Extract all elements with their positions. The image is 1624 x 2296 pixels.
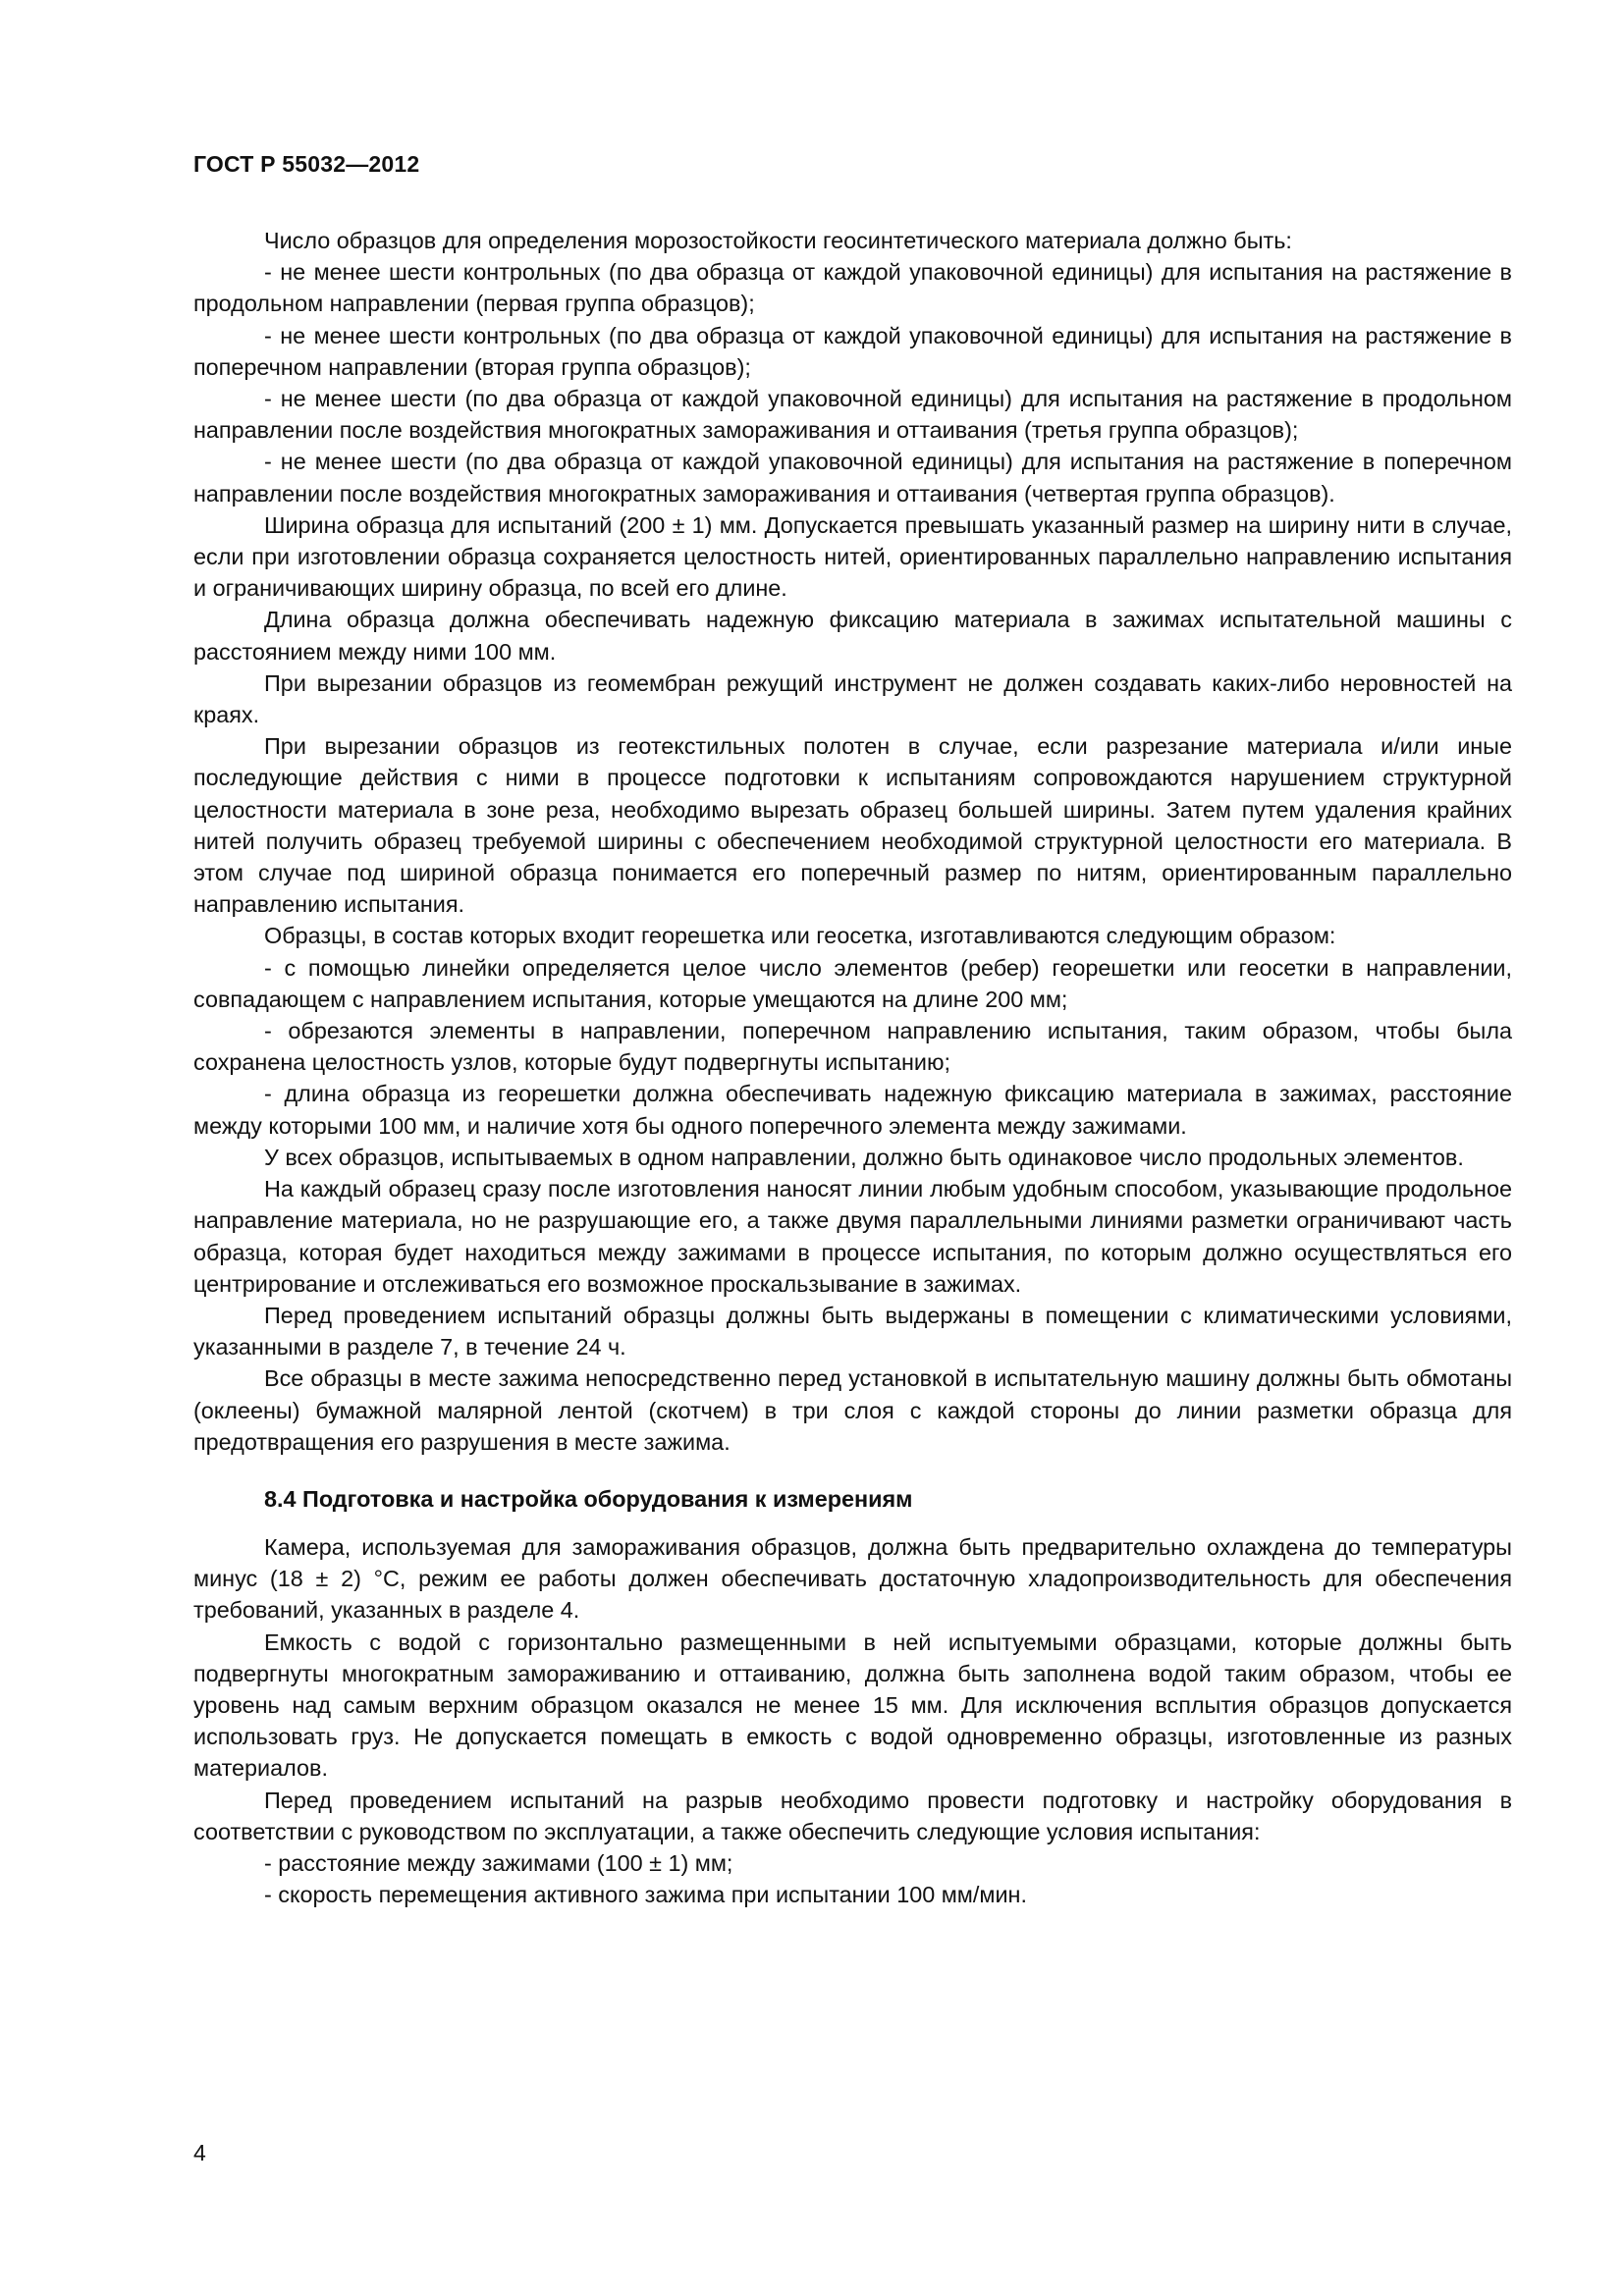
section-heading: 8.4 Подготовка и настройка оборудования к измерениям (264, 1485, 913, 1512)
paragraph: Число образцов для определения морозостойкости геосинтетического материала должно быть: (264, 228, 1292, 253)
paragraph: При вырезании образцов из геотекстильных полотен в случае, если разрезание материала и/или иные последующие действия с ними в процессе подготовки к испытаниям сопровождаются нарушением структурной целостности материала в зоне реза, необходимо вырезать образец большей ширины. Затем путем удаления крайних нитей получить образец требуемой ширины с обеспечением необходимой структурной целостности его материала. В этом случае под шириной образца понимается его поперечный размер по нитям, ориентированным параллельно направлению испытания. (193, 733, 1512, 918)
list-item: - скорость перемещения активного зажима при испытании 100 мм/мин. (264, 1882, 1027, 1908)
paragraph: Все образцы в месте зажима непосредственно перед установкой в испытательную машину должны быть обмотаны (оклеены) бумажной малярной лентой (скотчем) в три слоя с каждой стороны до линии разметки образца для предотвращения его разрушения в месте зажима. (193, 1365, 1512, 1455)
list-item: - не менее шести контрольных (по два образца от каждой упаковочной единицы) для испытания на растяжение в поперечном направлении (вторая группа образцов); (193, 322, 1512, 380)
list-item: - обрезаются элементы в направлении, поперечном направлению испытания, таким образом, чтобы была сохранена целостность узлов, которые будут подвергнуты испытанию; (193, 1018, 1512, 1076)
paragraph: Перед проведением испытаний образцы должны быть выдержаны в помещении с климатическими условиями, указанными в разделе 7, в течение 24 ч. (193, 1302, 1512, 1361)
paragraph: Емкость с водой с горизонтально размещенными в ней испытуемыми образцами, которые должны быть подвергнуты многократным замораживанию и оттаиванию, должна быть заполнена водой таким образом, чтобы ее уровень над самым верхним образцом оказался не менее 15 мм. Для исключения всплытия образцов допускается использовать груз. Не допускается помещать в емкость с водой одновременно образцы, изготовленные из разных материалов. (193, 1629, 1512, 1782)
paragraph: При вырезании образцов из геомембран режущий инструмент не должен создавать каких-либо неровностей на краях. (193, 669, 1512, 728)
paragraph: Камера, используемая для замораживания образцов, должна быть предварительно охлаждена до температуры минус (18 ± 2) °С, режим ее работы должен обеспечивать достаточную хладопроизводительность для обеспечения требований, указанных в разделе 4. (193, 1533, 1512, 1624)
list-item: - длина образца из георешетки должна обеспечивать надежную фиксацию материала в зажимах, расстояние между которыми 100 мм, и наличие хотя бы одного поперечного элемента между зажимами. (193, 1081, 1512, 1139)
paragraph: У всех образцов, испытываемых в одном направлении, должно быть одинаковое число продольных элементов. (264, 1144, 1464, 1170)
page-number: 4 (193, 2140, 206, 2165)
list-item: - не менее шести (по два образца от каждой упаковочной единицы) для испытания на растяжение в поперечном направлении после воздействия многократных замораживания и оттаивания (четвертая группа образцов). (193, 449, 1512, 507)
document-body (193, 225, 1512, 1910)
paragraph: Перед проведением испытаний на разрыв необходимо провести подготовку и настройку оборудования в соответствии с руководством по эксплуатации, а также обеспечить следующие условия испытания: (193, 1787, 1512, 1844)
document-header-id: ГОСТ Р 55032—2012 (193, 151, 420, 177)
paragraph: Ширина образца для испытаний (200 ± 1) мм. Допускается превышать указанный размер на ширину нити в случае, если при изготовлении образца сохраняется целостность нитей, ориентированных параллельно направлению испытания и ограничивающих ширину образца, по всей его длине. (193, 511, 1512, 602)
paragraph: Длина образца должна обеспечивать надежную фиксацию материала в зажимах испытательной машины с расстоянием между ними 100 мм. (193, 607, 1512, 665)
paragraph: На каждый образец сразу после изготовления наносят линии любым удобным способом, указывающие продольное направление материала, но не разрушающие его, а также двумя параллельными линиями разметки ограничивают часть образца, которая будет находиться между зажимами в процессе испытания, по которым должно осуществляться его центрирование и отслеживаться его возможное проскальзывание в зажимах. (193, 1176, 1512, 1297)
list-item: - не менее шести контрольных (по два образца от каждой упаковочной единицы) для испытания на растяжение в продольном направлении (первая группа образцов); (193, 259, 1512, 317)
list-item: - не менее шести (по два образца от каждой упаковочной единицы) для испытания на растяжение в продольном направлении после воздействия многократных замораживания и оттаивания (третья группа образцов); (193, 386, 1512, 444)
list-item: - с помощью линейки определяется целое число элементов (ребер) георешетки или геосетки в направлении, совпадающем с направлением испытания, которые умещаются на длине 200 мм; (193, 954, 1512, 1012)
paragraph: Образцы, в состав которых входит георешетка или геосетка, изготавливаются следующим образом: (264, 923, 1336, 949)
list-item: - расстояние между зажимами (100 ± 1) мм; (264, 1849, 733, 1876)
